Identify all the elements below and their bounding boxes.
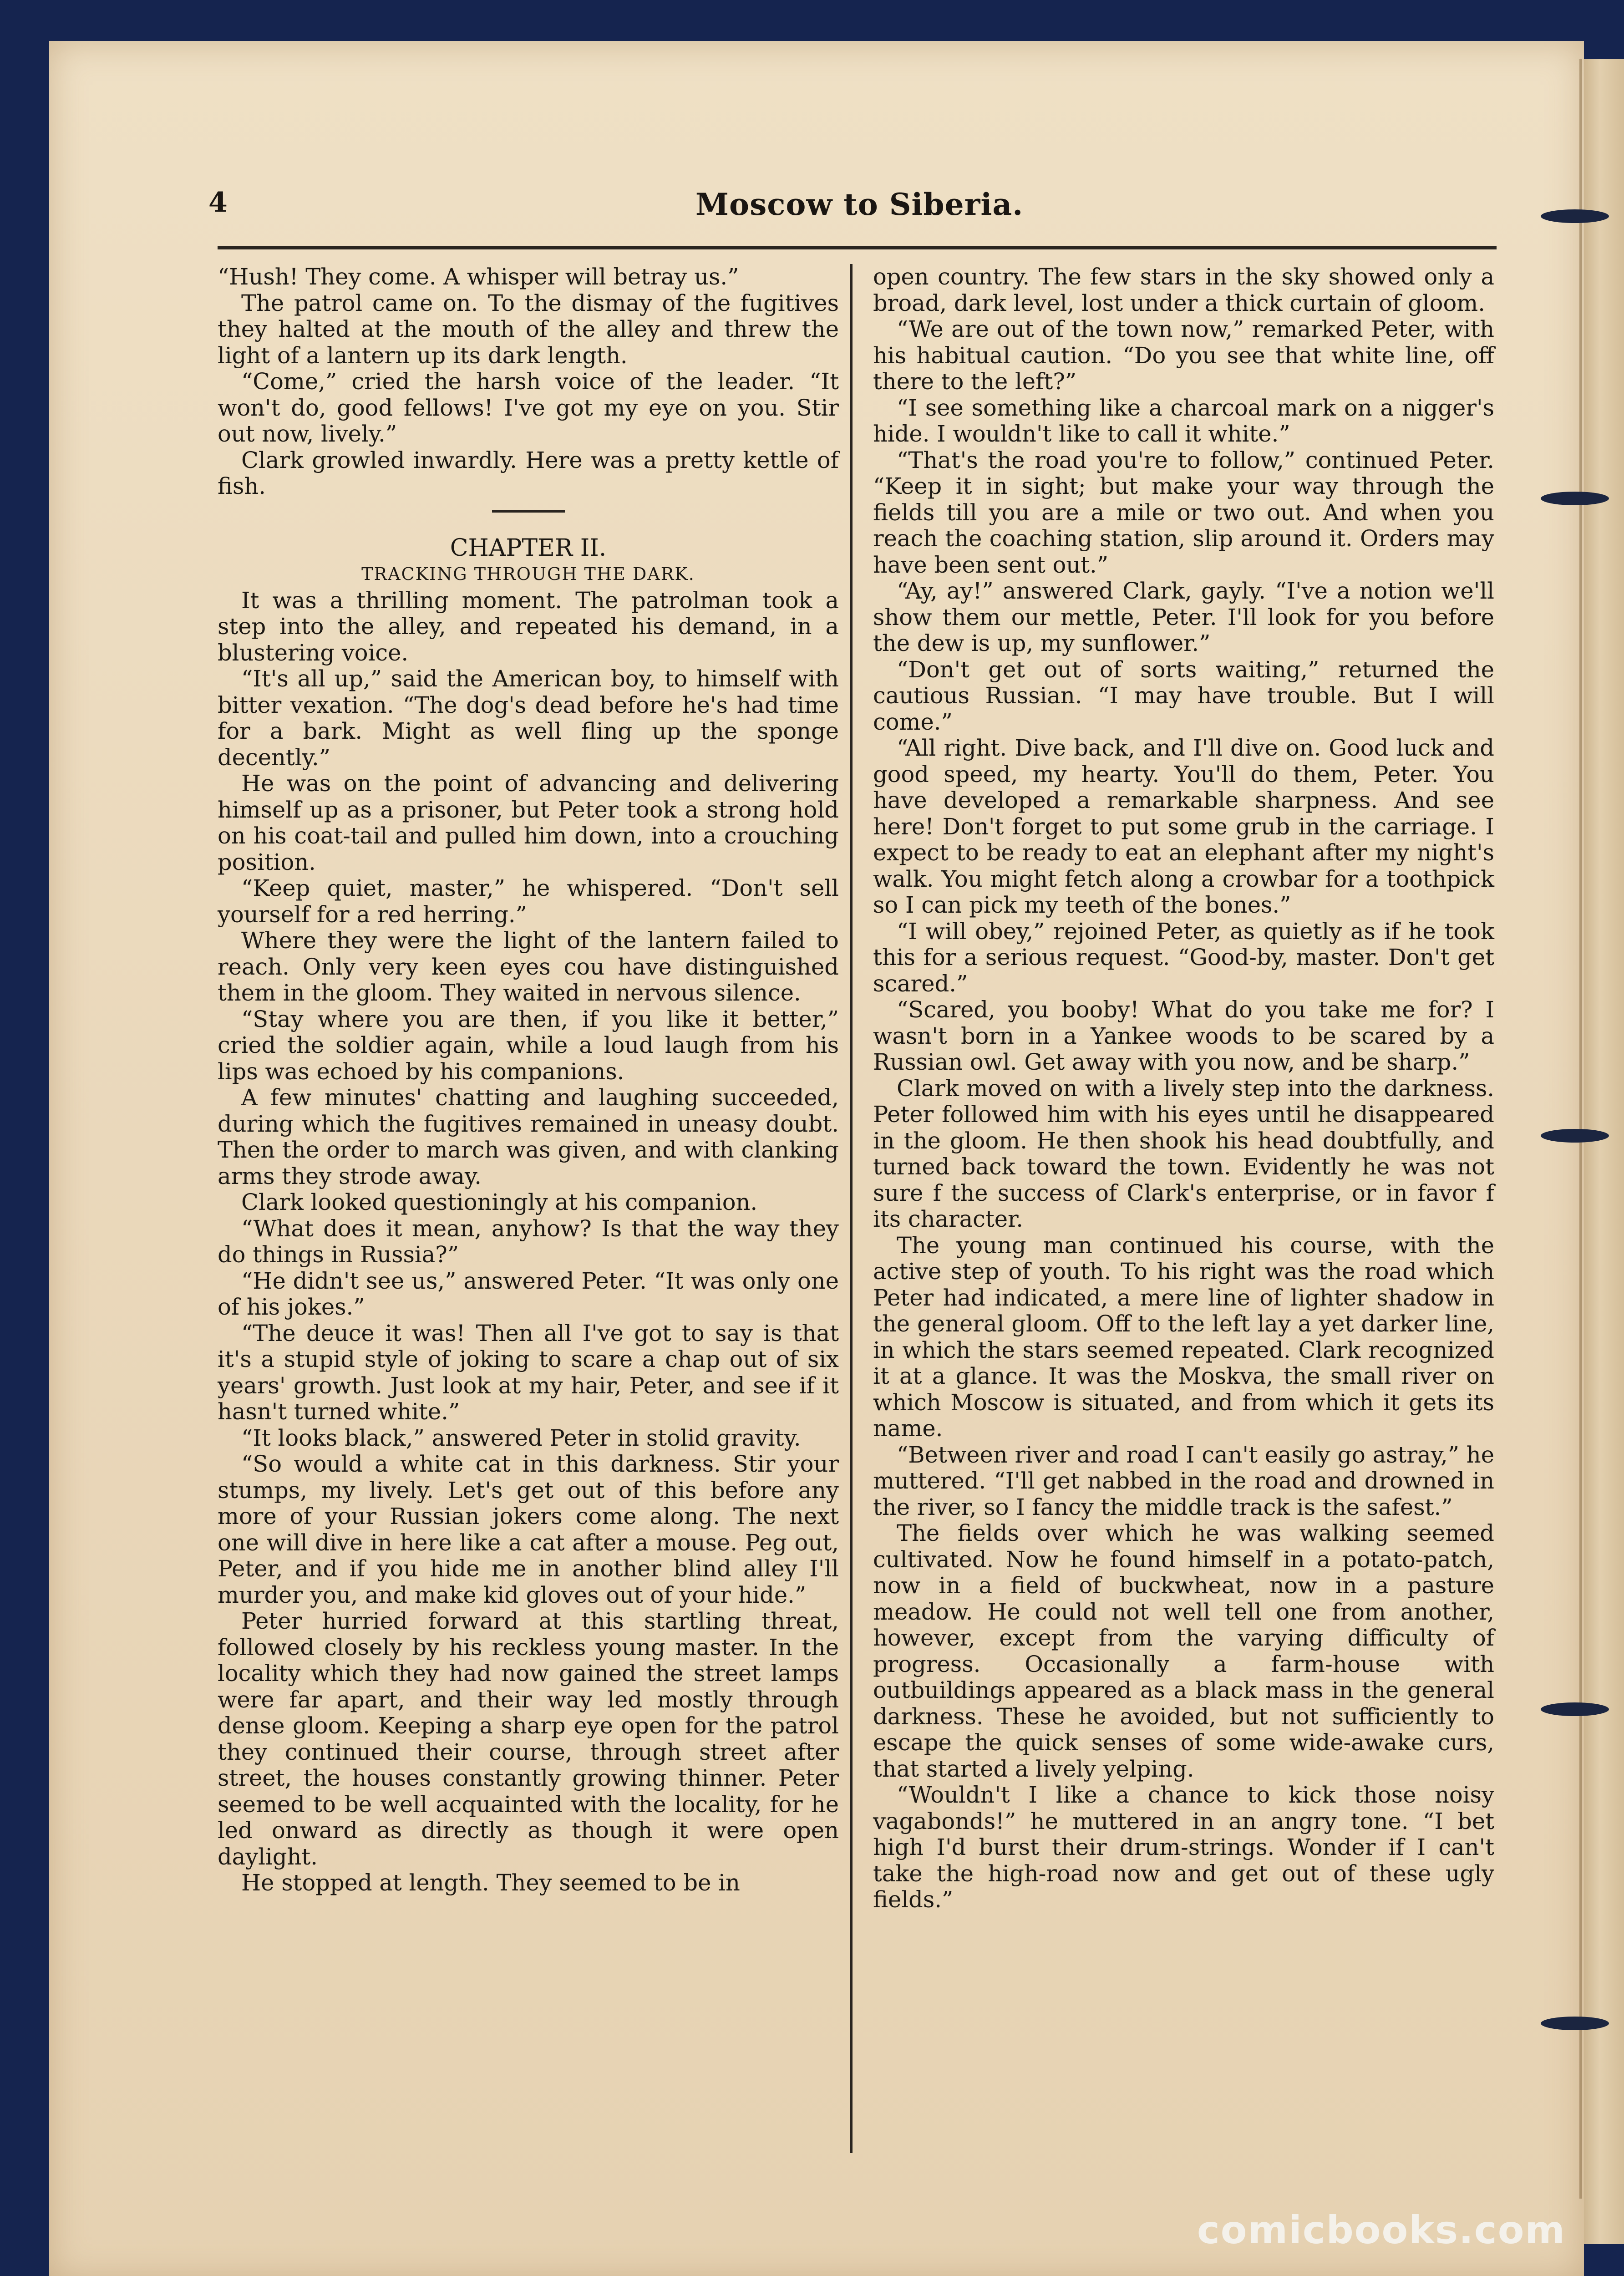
paragraph: A few minutes' chatting and laughing succeeded, during which the fugitives remained in uneasy doubt. Then the order to march was given, and with clanking arms they strode away.: [218, 1084, 839, 1189]
section-rule: [492, 510, 565, 513]
paragraph: “That's the road you're to follow,” continued Peter. “Keep it in sight; but make your way through the fields till you are a mile or two out. And when you reach the coaching station, slip around it. Orders may have been sent out.”: [873, 447, 1494, 578]
paragraph: The patrol came on. To the dismay of the fugitives they halted at the mouth of the alley and threw the light of a lantern up its dark length.: [218, 290, 839, 369]
left-column: [218, 264, 839, 1896]
paragraph: “All right. Dive back, and I'll dive on. Good luck and good speed, my hearty. You'll do them, Peter. You have developed a remarkable sharpness. And see here! Don't forget to put some grub in the carriage. I expect to be ready to eat an elephant after my night's walk. You might fetch along a crowbar for a toothpick so I can pick my teeth of the bones.”: [873, 735, 1494, 918]
running-title: Moscow to Siberia.: [695, 187, 1024, 222]
paragraph: “Keep quiet, master,” he whispered. “Don't sell yourself for a red herring.”: [218, 875, 839, 928]
binding-staple: [1541, 492, 1609, 505]
watermark: comicbooks.com: [1197, 2208, 1566, 2252]
paragraph: “Hush! They come. A whisper will betray us.”: [218, 264, 739, 290]
chapter-subtitle: TRACKING THROUGH THE DARK.: [361, 564, 695, 584]
binding-staple: [1541, 1129, 1609, 1143]
right-column: [873, 264, 1494, 1913]
paragraph: “So would a white cat in this darkness. Stir your stumps, my lively. Let's get out of this before any more of your Russian jokers come along. The next one will dive in here like a cat after a mouse. Peg out, Peter, and if you hide me in another blind alley I'll murder you, and make kid gloves out of your hide.”: [218, 1451, 839, 1608]
paragraph: open country. The few stars in the sky showed only a broad, dark level, lost under a thick curtain of gloom.: [873, 264, 1494, 316]
paragraph: “We are out of the town now,” remarked Peter, with his habitual caution. “Do you see that white line, off there to the left?”: [873, 316, 1494, 395]
binding-staple: [1541, 2017, 1609, 2030]
paragraph: “It looks black,” answered Peter in stolid gravity.: [241, 1424, 801, 1451]
adjacent-page-edge: [1584, 59, 1624, 2244]
page-sheet: [49, 41, 1584, 2276]
paragraph: Peter hurried forward at this startling threat, followed closely by his reckless young master. In the locality which they had now gained the street lamps were far apart, and their way led mostly through dense gloom. Keeping a sharp eye open for the patrol they continued their course, through street after street, the houses constantly growing thinner. Peter seemed to be well acquainted with the locality, for he led onward as directly as though it were open daylight.: [218, 1608, 839, 1870]
paragraph: “Don't get out of sorts waiting,” returned the cautious Russian. “I may have trouble. But I will come.”: [873, 656, 1494, 735]
paragraph: “Wouldn't I like a chance to kick those noisy vagabonds!” he muttered in an angry tone. “I bet high I'd burst their drum-strings. Wonder if I can't take the high-road now and get out of these ugly fields.”: [873, 1782, 1494, 1913]
paragraph: He was on the point of advancing and delivering himself up as a prisoner, but Peter took a strong hold on his coat-tail and pulled him down, into a crouching position.: [218, 770, 839, 875]
paragraph: The young man continued his course, with the active step of youth. To his right was the road which Peter had indicated, a mere line of lighter shadow in the general gloom. Off to the left lay a yet darker line, in which the stars seemed repeated. Clark recognized it at a glance. It was the Moskva, the small river on which Moscow is situated, and from which it gets its name.: [873, 1232, 1494, 1442]
paragraph: Where they were the light of the lantern failed to reach. Only very keen eyes cou have distinguished them in the gloom. They waited in nervous silence.: [218, 927, 839, 1006]
binding-staple: [1541, 1702, 1609, 1716]
paragraph: “Come,” cried the harsh voice of the leader. “It won't do, good fellows! I've got my eye on you. Stir out now, lively.”: [218, 368, 839, 447]
paragraph: “The deuce it was! Then all I've got to say is that it's a stupid style of joking to scare a chap out of six years' growth. Just look at my hair, Peter, and see if it hasn't turned white.”: [218, 1320, 839, 1425]
page-number: 4: [208, 187, 228, 218]
paragraph: Clark looked questioningly at his companion.: [241, 1189, 758, 1215]
paragraph: “Ay, ay!” answered Clark, gayly. “I've a notion we'll show them our mettle, Peter. I'll look for you before the dew is up, my sunflower.”: [873, 578, 1494, 656]
paragraph: Clark growled inwardly. Here was a pretty kettle of fish.: [218, 447, 839, 499]
paragraph: He stopped at length. They seemed to be in: [241, 1870, 740, 1896]
column-divider: [850, 264, 853, 2153]
paragraph: “Stay where you are then, if you like it better,” cried the soldier again, while a loud laugh from his lips was echoed by his companions.: [218, 1006, 839, 1085]
header-rule: [218, 246, 1497, 249]
chapter-title: CHAPTER II.: [450, 534, 607, 562]
paragraph: “It's all up,” said the American boy, to himself with bitter vexation. “The dog's dead before he's had time for a bark. Might as well fling up the sponge decently.”: [218, 666, 839, 771]
paragraph: “I see something like a charcoal mark on a nigger's hide. I wouldn't like to call it white.”: [873, 394, 1494, 447]
binding-staple: [1541, 209, 1609, 223]
paragraph: “He didn't see us,” answered Peter. “It was only one of his jokes.”: [218, 1267, 839, 1320]
paragraph: “Between river and road I can't easily go astray,” he muttered. “I'll get nabbed in the road and drowned in the river, so I fancy the middle track is the safest.”: [873, 1441, 1494, 1520]
paragraph: “What does it mean, anyhow? Is that the way they do things in Russia?”: [218, 1215, 839, 1268]
paragraph: “Scared, you booby! What do you take me for? I wasn't born in a Yankee woods to be scared by a Russian owl. Get away with you now, and be sharp.”: [873, 996, 1494, 1075]
running-header: [49, 187, 1584, 241]
paragraph: “I will obey,” rejoined Peter, as quietly as if he took this for a serious request. “Good-by, master. Don't get scared.”: [873, 918, 1494, 997]
paragraph: Clark moved on with a lively step into the darkness. Peter followed him with his eyes until he disappeared in the gloom. He then shook his head doubtfully, and turned back toward the town. Evidently he was not sure f the success of Clark's enterprise, or in favor f its character.: [873, 1075, 1494, 1232]
paragraph: The fields over which he was walking seemed cultivated. Now he found himself in a potato-patch, now in a field of buckwheat, now in a pasture meadow. He could not well tell one from another, however, except from the varying difficulty of progress. Occasionally a farm-house with outbuildings appeared as a black mass in the general darkness. These he avoided, but not sufficiently to escape the quick senses of some wide-awake curs, that started a lively yelping.: [873, 1520, 1494, 1782]
paragraph: It was a thrilling moment. The patrolman took a step into the alley, and repeated his demand, in a blustering voice.: [218, 587, 839, 666]
